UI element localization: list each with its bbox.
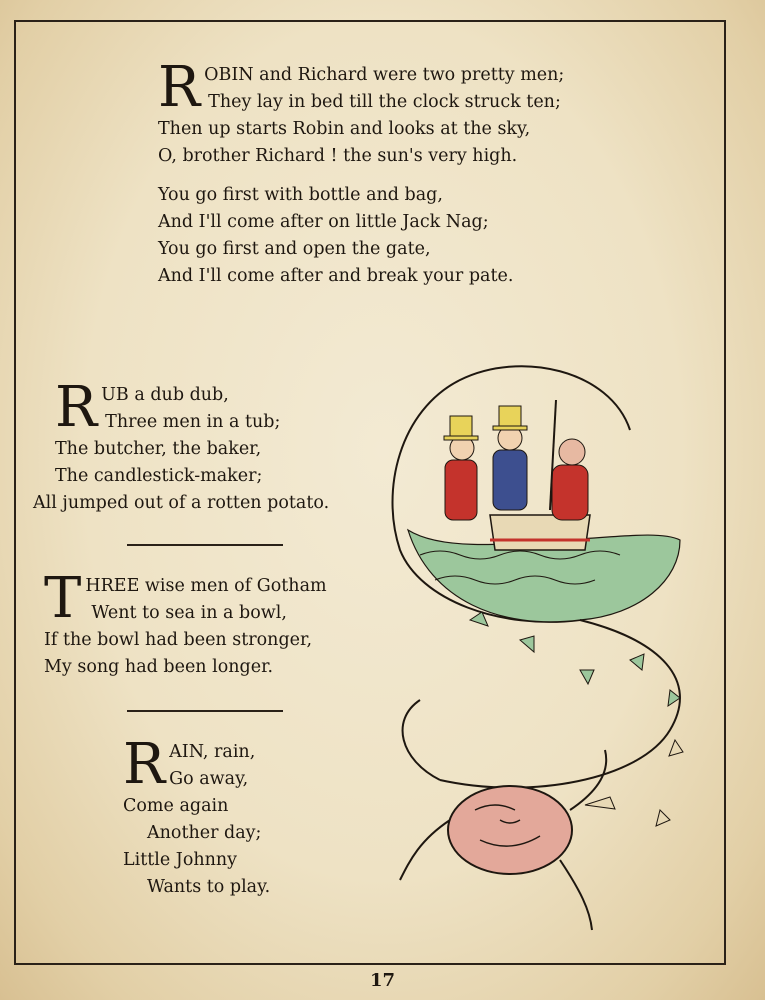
poem-line: OBIN and Richard were two pretty men; xyxy=(204,65,565,85)
divider-rule xyxy=(127,544,283,546)
poem-line: UB a dub dub, xyxy=(101,385,229,405)
poem-line: Then up starts Robin and looks at the sky, xyxy=(158,119,531,139)
divider-rule xyxy=(127,710,283,712)
poem-line: AIN, rain, xyxy=(169,742,256,762)
poem-line: Another day; xyxy=(147,823,262,843)
poem-line: Little Johnny xyxy=(123,850,238,870)
poem-three-wise-men xyxy=(44,566,327,681)
poem-line: All jumped out of a rotten potato. xyxy=(33,493,330,513)
illustration-men-in-tub-and-potato xyxy=(380,340,700,940)
poem-line: If the bowl had been stronger, xyxy=(44,630,313,650)
poem-line: The candlestick-maker; xyxy=(55,466,263,486)
poem-line: They lay in bed till the clock struck ten; xyxy=(208,92,561,112)
poem-line: You go first with bottle and bag, xyxy=(158,185,443,205)
poem-line: And I'll come after on little Jack Nag; xyxy=(158,212,489,232)
poem-line: HREE wise men of Gotham xyxy=(85,576,327,596)
drop-cap: R xyxy=(123,732,166,797)
poem-rain-rain xyxy=(123,732,271,901)
drop-cap: R xyxy=(158,55,201,120)
poem-line: Go away, xyxy=(169,769,249,789)
drop-cap: T xyxy=(44,566,82,631)
poem-line: O, brother Richard ! the sun's very high. xyxy=(158,146,518,166)
poem-line: And I'll come after and break your pate. xyxy=(158,266,514,286)
poem-rub-a-dub xyxy=(33,375,330,517)
poem-line: The butcher, the baker, xyxy=(55,439,262,459)
poem-line: Wants to play. xyxy=(147,877,271,897)
poem-line: Went to sea in a bowl, xyxy=(91,603,287,623)
page-number: 17 xyxy=(369,970,396,991)
poem-line: Three men in a tub; xyxy=(105,412,281,432)
drop-cap: R xyxy=(55,375,98,440)
poem-line: You go first and open the gate, xyxy=(158,239,431,259)
poem-line: My song had been longer. xyxy=(44,657,274,677)
poem-line: Come again xyxy=(123,796,229,816)
poem-robin-and-richard xyxy=(158,55,565,290)
